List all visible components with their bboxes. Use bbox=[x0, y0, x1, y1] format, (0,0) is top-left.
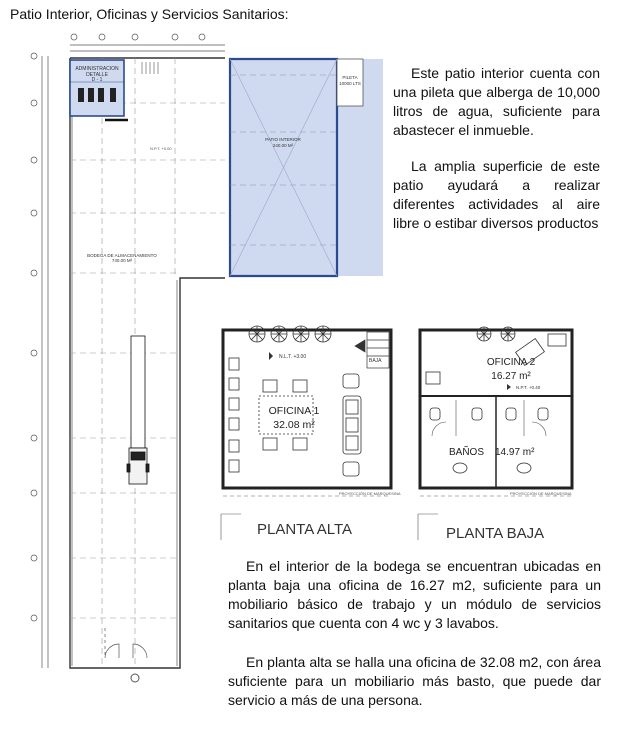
admin-label-2: DETALLE bbox=[86, 72, 108, 78]
entrance-doors bbox=[105, 628, 147, 658]
north-arrow-icon bbox=[131, 674, 139, 682]
toilet-icons bbox=[430, 408, 548, 473]
stair bbox=[142, 62, 158, 74]
interior-grid bbox=[70, 58, 225, 668]
bodega-paragraph-1: En el interior de la bodega se encuentran ubicadas en planta baja una oficina de 16.27 m2, suficiente para un mobiliario básico de trabajo y un módulo de servicios sanitarios que cuenta con 4 wc y 3 lavabos. bbox=[228, 558, 601, 631]
admin-label-1: ADMINISTRACION bbox=[75, 66, 119, 72]
office2-name: OFICINA 2 bbox=[486, 357, 536, 368]
pileta-label-2: 10000 LTS bbox=[339, 81, 361, 86]
plants-icon bbox=[249, 326, 331, 342]
truck-icon bbox=[127, 336, 149, 484]
baja-level: N.P.T. +0.40 bbox=[516, 385, 541, 390]
alta-projection: PROYECCIÓN DE MARQUESINA bbox=[339, 491, 401, 496]
page-title: Patio Interior, Oficinas y Servicios Sanitarios: bbox=[10, 6, 289, 22]
nivel-label: N.P.T. +0.00 bbox=[150, 146, 172, 151]
bodega-label-1: BODEGA DE ALMACENAMIENTO bbox=[87, 253, 157, 258]
grid-markers-top bbox=[70, 34, 225, 51]
patio-paragraph-1: Este patio interior cuenta con una pileta que alberga de 10,000 litros de agua, suficiente para abastecer el inmueble. bbox=[393, 65, 600, 138]
patio-label-2: 240.00 M² bbox=[272, 143, 294, 148]
planta-alta-caption: PLANTA ALTA bbox=[257, 521, 353, 538]
baja-projection: PROYECCIÓN DE MARQUESINA bbox=[510, 491, 572, 496]
patio-interior-drawing bbox=[225, 54, 385, 279]
bodega-paragraph-2: En planta alta se halla una oficina de 32.08 m2, con área suficiente para un mobiliario más basto, que puede dar servicio a más de una persona. bbox=[228, 654, 601, 708]
office2-area: 16.27 m² bbox=[491, 371, 531, 382]
sofa bbox=[343, 374, 361, 476]
left-furniture bbox=[229, 358, 239, 472]
office1-area: 32.08 m² bbox=[273, 419, 315, 431]
stair-label: BAJA bbox=[369, 358, 382, 364]
alta-level: N.L.T. +3.00 bbox=[279, 354, 307, 360]
patio-paragraph-2: La amplia superficie de este patio ayudará a realizar diferentes actividades al aire libre o estibar diversos productos bbox=[393, 158, 600, 231]
grid-markers-left bbox=[31, 53, 48, 668]
admin-label-3: D - 1 bbox=[91, 77, 103, 83]
building-outline bbox=[70, 58, 225, 668]
banos-area: 14.97 m² bbox=[495, 447, 535, 458]
bodega-label-2: 740.00 M² bbox=[111, 258, 133, 263]
pileta-label-1: PILETA bbox=[342, 75, 358, 80]
patio-label-1: PATIO INTERIOR bbox=[265, 137, 301, 142]
planta-baja-caption: PLANTA BAJA bbox=[446, 525, 545, 542]
site-plan-drawing bbox=[30, 28, 225, 688]
planta-baja-drawing bbox=[412, 318, 627, 543]
planta-alta-drawing bbox=[215, 318, 415, 543]
office1-name: OFICINA 1 bbox=[268, 405, 320, 417]
banos-label: BAÑOS bbox=[449, 447, 485, 458]
